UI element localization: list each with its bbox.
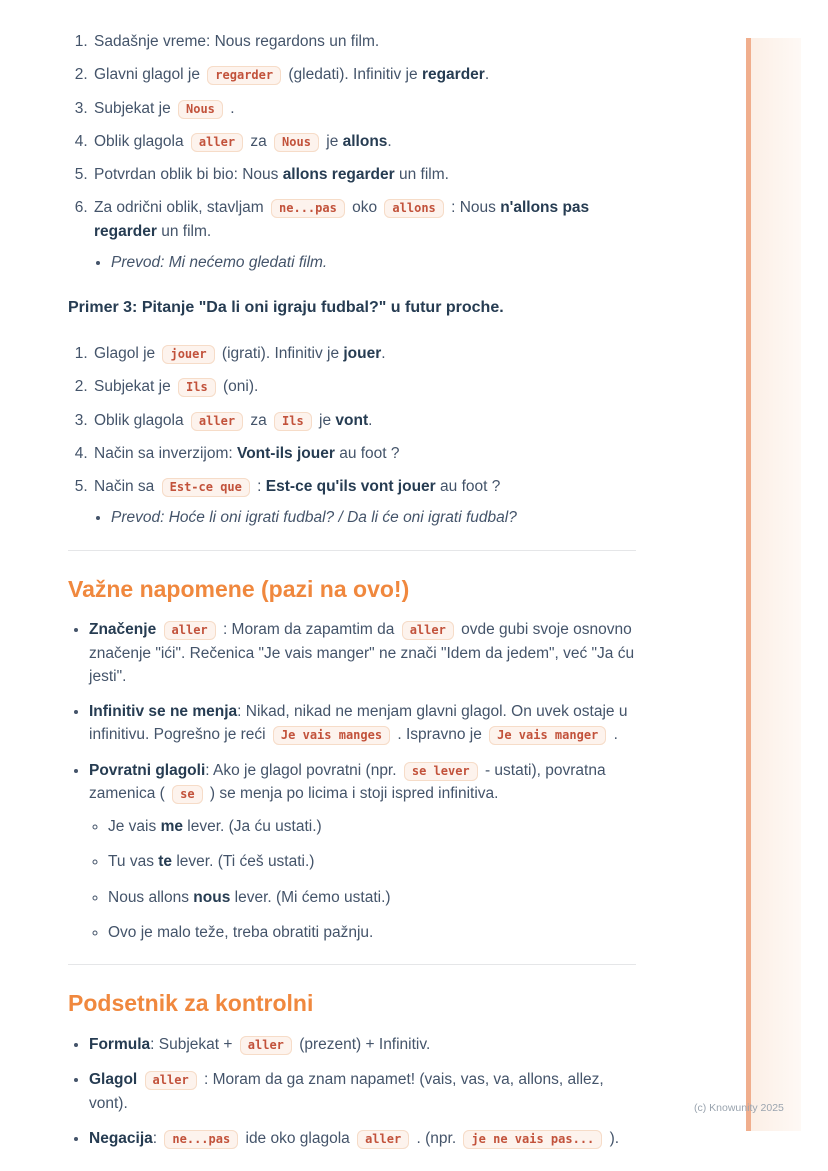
text: (prezent) + Infinitiv. — [294, 1036, 431, 1054]
bold-text: Značenje — [89, 621, 157, 639]
text: . Ispravno je — [393, 726, 487, 744]
list-item — [108, 815, 636, 838]
section-heading: Podsetnik za kontrolni — [68, 990, 314, 1017]
bold-text: Negacija — [89, 1129, 153, 1147]
bold-text: me — [160, 818, 183, 836]
section-heading: Važne napomene (pazi na ovo!) — [68, 575, 410, 602]
list-item — [92, 342, 636, 365]
inline-code-chip: se lever — [404, 762, 478, 781]
italic-text: Prevod: Hoće li oni igrati fudbal? / Da li će oni igrati fudbal? — [111, 509, 517, 527]
text: Subjekat je — [94, 99, 175, 117]
text: : Nous — [446, 199, 501, 217]
list-item — [108, 886, 636, 909]
list-item — [89, 759, 636, 945]
list-item — [92, 97, 636, 120]
text: Subjekat je — [94, 378, 175, 396]
text: . — [484, 66, 490, 84]
inline-code-chip: ne...pas — [271, 199, 345, 218]
bold-text: te — [158, 853, 173, 871]
inline-code-chip: Nous — [274, 133, 319, 152]
inline-code-chip: Je vais manger — [489, 726, 606, 745]
text: Oblik glagola — [94, 132, 188, 150]
bold-text: Glagol — [89, 1071, 138, 1089]
list-item — [92, 163, 636, 186]
text: lever. (Mi ćemo ustati.) — [230, 888, 391, 906]
text: un film. — [394, 166, 449, 183]
list-item — [108, 850, 636, 873]
bold-text: allons — [342, 132, 388, 150]
text: : Moram da zapamtim da — [218, 621, 399, 639]
list-item — [89, 1127, 636, 1150]
text: : Nikad, nikad ne menjam glavni glagol. On uvek ostaje u infinitivu. Pogrešno je reći — [89, 703, 628, 744]
inline-code-chip: allons — [384, 199, 443, 218]
list-item — [92, 130, 636, 153]
inline-code-chip: jouer — [162, 345, 214, 364]
bullet-list — [68, 618, 636, 944]
text: (oni). — [218, 378, 259, 396]
bold-text: Est-ce qu'ils vont jouer — [265, 478, 436, 495]
bold-text: n'allons pas regarder — [94, 199, 590, 240]
text: za — [246, 132, 272, 150]
text: je — [314, 411, 336, 429]
list-item — [111, 506, 636, 529]
bold-text: jouer — [343, 345, 382, 362]
inline-code-chip: je ne vais pas... — [463, 1130, 602, 1149]
text: Nous allons — [108, 888, 194, 906]
text — [156, 621, 160, 638]
sub-list — [94, 506, 636, 529]
text: Oblik glagola — [94, 411, 188, 429]
text: . (npr. — [412, 1129, 461, 1147]
list-item — [92, 30, 636, 53]
text: lever. (Ti ćeš ustati.) — [172, 853, 315, 871]
ordered-list — [68, 342, 636, 530]
text: . — [368, 411, 373, 429]
text: Glagol je — [94, 345, 160, 362]
inline-code-chip: Je vais manges — [273, 726, 390, 745]
text: oko — [347, 199, 382, 217]
text: Za odrični oblik, stavljam — [94, 199, 269, 217]
inline-code-chip: aller — [402, 621, 454, 640]
text: un film. — [156, 222, 212, 240]
text: Tu vas — [108, 853, 159, 871]
text: : — [152, 1129, 162, 1147]
inline-code-chip: aller — [191, 412, 243, 431]
sub-list — [89, 815, 636, 944]
list-item — [92, 375, 636, 398]
list-item — [92, 63, 636, 86]
inline-code-chip: aller — [145, 1071, 197, 1090]
text: (igrati). Infinitiv je — [217, 345, 344, 362]
bold-text: Formula — [89, 1036, 151, 1054]
inline-code-chip: ne...pas — [164, 1130, 238, 1149]
bold-text: allons regarder — [282, 166, 395, 183]
text: ovde gubi svoje osnovno značenje "ići". Rečenica "Je vais manger" ne znači "Idem da jedem", već "Ja ću jesti". — [89, 621, 635, 685]
inline-code-chip: se — [172, 785, 202, 804]
divider — [68, 550, 636, 551]
list-item — [89, 700, 636, 747]
list-item — [92, 442, 636, 465]
text: Način sa — [94, 478, 159, 495]
list-item — [89, 618, 636, 688]
text: : Moram da ga znam napamet! (vais, vas, va, allons, allez, vont). — [89, 1071, 604, 1112]
inline-code-chip: Ils — [178, 378, 216, 397]
text: Glavni glagol je — [94, 66, 205, 84]
text: : Ako je glagol povratni (npr. — [205, 761, 401, 779]
sub-list — [94, 251, 636, 274]
list-item — [92, 196, 636, 274]
text: : Subjekat + — [150, 1036, 237, 1054]
inline-code-chip: aller — [164, 621, 216, 640]
text: . — [381, 345, 386, 362]
text: - ustati), povratna zamenica ( — [89, 761, 606, 802]
text: lever. (Ja ću ustati.) — [182, 818, 322, 836]
list-item — [111, 251, 636, 274]
text: za — [246, 411, 272, 429]
text: . — [609, 726, 618, 744]
text: ) se menja po licima i stoji ispred infinitiva. — [205, 784, 499, 802]
inline-code-chip: aller — [357, 1130, 409, 1149]
inline-code-chip: aller — [191, 133, 243, 152]
text: . — [387, 132, 392, 150]
inline-code-chip: Ils — [274, 412, 312, 431]
bold-text: Povratni glagoli — [89, 761, 206, 779]
divider — [68, 964, 636, 965]
ordered-list — [68, 30, 636, 274]
document-content — [68, 30, 636, 1162]
text: Ovo je malo teže, treba obratiti pažnju. — [108, 923, 374, 941]
copyright: (c) Knowunity 2025 — [694, 1102, 784, 1114]
text: (gledati). Infinitiv je — [284, 66, 422, 84]
bold-text: nous — [193, 888, 231, 906]
text: ). — [605, 1129, 620, 1147]
list-item — [92, 475, 636, 530]
bold-text: vont — [335, 411, 369, 429]
text: Je vais — [108, 818, 161, 836]
inline-code-chip: Nous — [178, 100, 223, 119]
text: je — [321, 132, 343, 150]
list-item — [89, 1033, 636, 1056]
list-item — [89, 1068, 636, 1115]
text: . — [225, 99, 235, 117]
bold-text: Infinitiv se ne menja — [89, 703, 238, 721]
example-heading: Primer 3: Pitanje "Da li oni igraju fudbal?" u futur proche. — [68, 299, 504, 316]
italic-text: Prevod: Mi nećemo gledati film. — [111, 253, 328, 271]
list-item — [92, 409, 636, 432]
bold-text: Vont-ils jouer — [237, 444, 335, 462]
text: Sadašnje vreme: Nous regardons un film. — [94, 33, 380, 50]
text: ide oko glagola — [241, 1129, 355, 1147]
inline-code-chip: regarder — [207, 66, 281, 85]
text: Potvrdan oblik bi bio: Nous — [94, 166, 283, 183]
bullet-list — [68, 1033, 636, 1150]
text: Način sa inverzijom: — [94, 444, 237, 462]
bold-text: regarder — [421, 66, 485, 84]
list-item — [108, 921, 636, 944]
inline-code-chip: Est-ce que — [162, 478, 250, 497]
page-edge-accent-stripe — [746, 38, 801, 1131]
text: au foot ? — [334, 444, 400, 462]
text: : — [252, 478, 266, 495]
text — [137, 1071, 141, 1088]
text: au foot ? — [435, 478, 501, 495]
inline-code-chip: aller — [240, 1036, 292, 1055]
